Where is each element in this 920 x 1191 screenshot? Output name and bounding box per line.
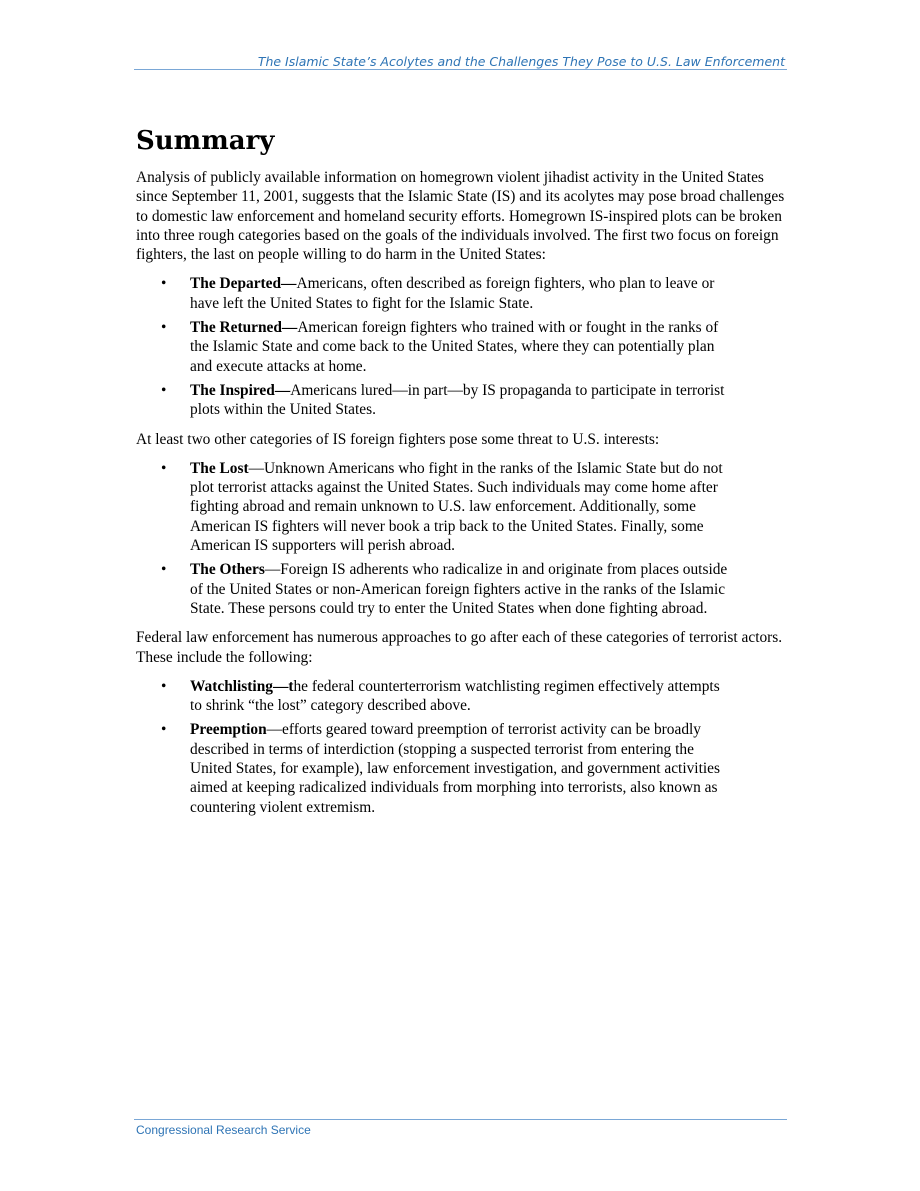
page-body xyxy=(136,124,788,827)
bullet-icon: • xyxy=(161,275,167,293)
bullet-icon: • xyxy=(161,721,167,739)
intro-paragraph: Analysis of publicly available information on homegrown violent jihadist activity in the United States since September 11, 2001, suggests that the Islamic State (IS) and its acolytes may pose broad challenges to domestic law enforcement and homeland security efforts. Homegrown IS-inspired plots can be broken into three rough categories based on the goals of the individuals involved. The first two focus on foreign fighters, the last on people willing to do harm in the United States: xyxy=(136,169,785,264)
item-text: Americans lured—in part—by IS propaganda to participate in terrorist plots within the United States. xyxy=(190,381,725,419)
list-item xyxy=(136,560,735,618)
item-text: —Foreign IS adherents who radicalize in and originate from places outside of the United States or non-American foreign fighters active in the ranks of the Islamic State. These persons could try to enter the United States when done fighting abroad. xyxy=(190,561,728,617)
list-item xyxy=(136,318,735,376)
footer-divider xyxy=(134,1119,787,1120)
other-categories-intro: At least two other categories of IS foreign fighters pose some threat to U.S. interests: xyxy=(136,430,660,448)
other-category-list xyxy=(136,459,788,618)
list-item xyxy=(136,677,735,716)
item-term: The Inspired— xyxy=(190,381,291,399)
item-text: Americans, often described as foreign fighters, who plan to leave or have left the United States to fight for the Islamic State. xyxy=(190,275,715,312)
item-term: The Others xyxy=(190,561,265,579)
item-term: The Returned— xyxy=(190,319,298,337)
bullet-icon: • xyxy=(161,561,167,579)
item-term: Preemption xyxy=(190,721,267,739)
item-text: —Unknown Americans who fight in the ranks of the Islamic State but do not plot terrorist attacks against the United States. Such individuals may come home after fighting abroad and remain unknown to U.S. law enforcement. Additionally, some American IS fighters will never book a trip back to the United States. Finally, some American IS supporters will perish abroad. xyxy=(190,459,723,555)
header-divider xyxy=(134,69,787,70)
bullet-icon: • xyxy=(161,459,167,477)
item-text: he federal counterterrorism watchlisting regimen effectively attempts to shrink “the lost” category described above. xyxy=(190,677,720,715)
item-text: —efforts geared toward preemption of terrorist activity can be broadly described in terms of interdiction (stopping a suspected terrorist from entering the United States, for example), law enforcement investigation, and government activities aimed at keeping radicalized individuals from morphing into terrorists, also known as countering violent extremism. xyxy=(190,721,720,816)
bullet-icon: • xyxy=(161,319,167,337)
bullet-icon: • xyxy=(161,381,167,399)
item-term: Watchlisting—t xyxy=(190,677,294,695)
bullet-icon: • xyxy=(161,677,167,695)
list-item xyxy=(136,720,735,816)
page-title: Summary xyxy=(136,126,275,156)
approaches-intro: Federal law enforcement has numerous approaches to go after each of these categories of terrorist actors. These include the following: xyxy=(136,629,783,666)
category-list xyxy=(136,274,788,419)
footer-publisher: Congressional Research Service xyxy=(136,1123,311,1137)
approaches-list xyxy=(136,677,788,817)
item-term: The Lost xyxy=(190,459,249,477)
list-item xyxy=(136,381,735,420)
list-item xyxy=(136,459,735,555)
running-header: The Islamic State’s Acolytes and the Challenges They Pose to U.S. Law Enforcement xyxy=(257,54,785,69)
item-term: The Departed— xyxy=(190,275,297,293)
item-text: American foreign fighters who trained with or fought in the ranks of the Islamic State and come back to the United States, where they can potentially plan and execute attacks at home. xyxy=(190,319,719,375)
list-item xyxy=(136,274,735,313)
